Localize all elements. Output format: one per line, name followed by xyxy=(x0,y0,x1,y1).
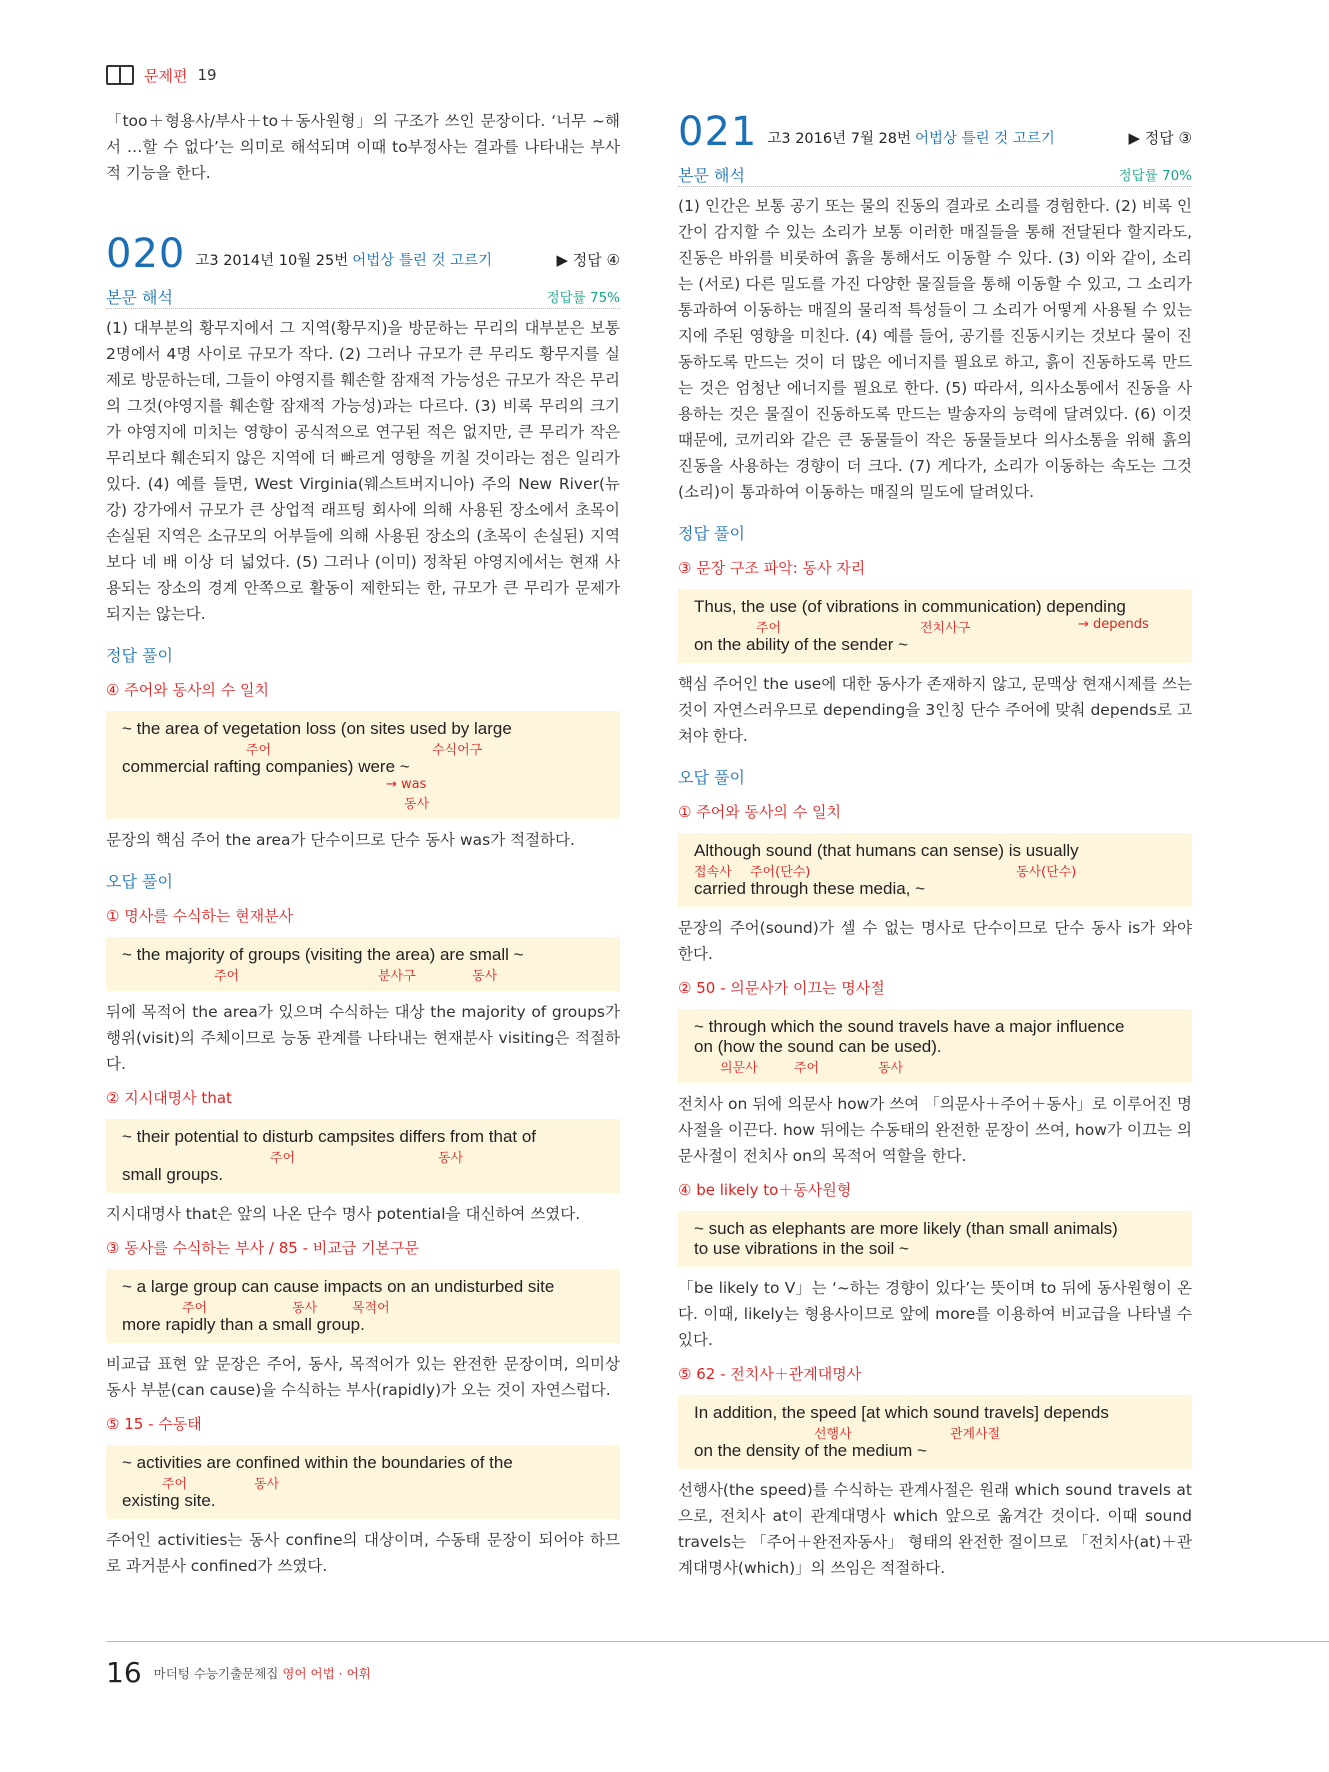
intro-text: 「too＋형용사/부사＋to＋동사원형」의 구조가 쓰인 문장이다. ‘너무 ~해서 …할 수 없다’는 의미로 해석되며 이때 to부정사는 결과를 나타내는 부사적 기능을 한다. xyxy=(106,112,620,182)
example-box: ~ through which the sound travels have a major influence on (how the sound can be used). 의문사 주어 동사 xyxy=(678,1009,1192,1083)
example-box: ~ a large group can cause impacts on an undisturbed site 주어 동사 목적어 more rapidly than a small group. xyxy=(106,1269,620,1343)
correct-rate: 정답률 75% xyxy=(546,290,620,306)
option-5-title: ⑤ 15 - 수동태 xyxy=(106,1415,202,1433)
answer-label: ▶ 정답 ④ xyxy=(556,251,620,269)
explanation: 주어인 activities는 동사 confine의 대상이며, 수동태 문장이 되어야 하므로 과거분사 confined가 쓰였다. xyxy=(106,1531,620,1575)
book-title: 마더텅 수능기출문제집 영어 어법 · 어휘 xyxy=(153,1665,371,1681)
explanation: 지시대명사 that은 앞의 나온 단수 명사 potential을 대신하여 쓰였다. xyxy=(106,1205,581,1223)
translation-header: 본문 해석 정답률 75% xyxy=(106,284,620,309)
option-1-title: ① 명사를 수식하는 현재분사 xyxy=(106,907,294,925)
book-icon xyxy=(106,65,134,85)
example-box: Thus, the use (of vibrations in communication) depending 주어 전치사구 → depends on the ability of the sender ~ xyxy=(678,589,1192,663)
page-header xyxy=(106,62,217,88)
option-2-title: ② 지시대명사 that xyxy=(106,1089,232,1107)
example-box: ~ the majority of groups (visiting the area) are small ~ 주어 분사구 동사 xyxy=(106,937,620,991)
page-number: 16 xyxy=(106,1656,142,1689)
option-3-title: ③ 동사를 수식하는 부사 / 85 - 비교급 기본구문 xyxy=(106,1239,419,1257)
option-4-title: ④ be likely to＋동사원형 xyxy=(678,1181,852,1199)
solution-title: 정답 풀이 xyxy=(106,646,173,665)
footer-divider xyxy=(106,1641,1329,1642)
question-meta: 고3 2016년 7월 28번 어법상 틀린 것 고르기 xyxy=(767,131,1055,147)
answer-label: ▶ 정답 ③ xyxy=(1128,129,1192,147)
explanation: 핵심 주어인 the use에 대한 동사가 존재하지 않고, 문맥상 현재시제를 쓰는 것이 자연스러우므로 depending을 3인칭 단수 주어에 맞춰 depends로 고쳐야 한다. xyxy=(678,675,1192,745)
question-number: 020 xyxy=(106,231,186,277)
correct-rate: 정답률 70% xyxy=(1118,168,1192,184)
option-1-title: ① 주어와 동사의 수 일치 xyxy=(678,803,841,821)
example-box: ~ the area of vegetation loss (on sites used by large 주어 수식어구 commercial rafting companies) were ~ → was 동사 xyxy=(106,711,620,819)
page-footer xyxy=(106,1656,371,1689)
translation-text: (1) 인간은 보통 공기 또는 물의 진동의 결과로 소리를 경험한다. (2) 비록 인간이 감지할 수 있는 소리가 보통 이러한 매질들을 통해 전달된다 할지라도, 진동은 바위를 비롯하여 흙을 통해서도 이동할 수 있다. (3) 이와 같이, 소리는 (서로) 다른 밀도를 가진 다양한 물질들을 통해 이동할 수 있고, 그 소리가 통과하여 이동하는 매질의 물리적 특성들이 그 소리가 어떻게 사용될 수 있는지에 주된 영향을 미친다. (4) 예를 들어, 공기를 진동시키는 것보다 물이 진동하도록 만드는 것이 더 많은 에너지를 필요로 하고, 흙이 진동하도록 만드는 것은 엄청난 에너지를 필요로 한다. (5) 따라서, 의사소통에서 진동을 사용하는 것은 물질이 진동하도록 만드는 발송자의 능력에 달려있다. (6) 이것 때문에, 코끼리와 같은 큰 동물들이 작은 동물들보다 의사소통을 위해 흙의 진동을 사용하는 경향이 더 크다. (7) 게다가, 소리가 이동하는 속도는 그것(소리)이 통과하여 이동하는 매질의 밀도에 달려있다. xyxy=(678,197,1192,501)
question-meta: 고3 2014년 10월 25번 어법상 틀린 것 고르기 xyxy=(195,253,493,269)
header-section: 문제편 xyxy=(144,66,188,85)
example-box: ~ activities are confined within the boundaries of the 주어 동사 existing site. xyxy=(106,1445,620,1519)
question-021 xyxy=(678,106,1192,1581)
explanation: 문장의 주어(sound)가 셀 수 없는 명사로 단수이므로 단수 동사 is가 와야 한다. xyxy=(678,919,1192,963)
explanation: 전치사 on 뒤에 의문사 how가 쓰여 「의문사＋주어＋동사」로 이루어진 명사절을 이끈다. how 뒤에는 수동태의 완전한 문장이 쓰여, how가 이끄는 의문사절이 전치사 on의 목적어 역할을 한다. xyxy=(678,1095,1192,1165)
question-020 xyxy=(106,228,620,1579)
explanation: 선행사(the speed)를 수식하는 관계사절은 원래 which sound travels at으로, 전치사 at이 관계대명사 which 앞으로 옮겨간 것이다. 이때 sound travels는 「주어＋완전자동사」 형태의 완전한 절이므로 「전치사(at)＋관계대명사(which)」의 쓰임은 적절하다. xyxy=(678,1481,1192,1577)
option-2-title: ② 50 - 의문사가 이끄는 명사절 xyxy=(678,979,885,997)
question-number: 021 xyxy=(678,109,758,155)
header-page-ref: 19 xyxy=(197,66,217,84)
explanation: 「be likely to V」는 ‘~하는 경향이 있다’는 뜻이며 to 뒤에 동사원형이 온다. 이때, likely는 형용사이므로 앞에 more를 이용하여 비교급을 나타낼 수 있다. xyxy=(678,1279,1192,1349)
explanation: 문장의 핵심 주어 the area가 단수이므로 단수 동사 was가 적절하다. xyxy=(106,831,575,849)
translation-text: (1) 대부분의 황무지에서 그 지역(황무지)을 방문하는 무리의 대부분은 보통 2명에서 4명 사이로 규모가 작다. (2) 그러나 규모가 큰 무리도 황무지를 실제로 방문하는데, 그들이 야영지를 훼손할 잠재적 가능성은 규모가 작은 무리의 그것(야영지를 훼손할 잠재적 가능성)과는 다르다. (3) 비록 무리의 크기가 야영지에 미치는 영향이 공식적으로 연구된 적은 없지만, 큰 무리가 작은 무리보다 훼손되지 않은 지역에 더 빠르게 영향을 끼칠 것이라는 점은 일리가 있다. (4) 예를 들면, West Virginia(웨스트버지니아) 주의 New River(뉴강) 강가에서 규모가 큰 상업적 래프팅 회사에 의해 사용된 장소에서 초목이 손실된 지역은 소규모의 어부들에 의해 사용된 장소의 (초목이 손실된) 지역보다 네 배 이상 더 넓었다. (5) 그러나 (이미) 정착된 야영지에서는 현재 사용되는 장소의 경계 안쪽으로 활동이 제한되는 한, 규모가 큰 무리가 문제가 되지는 않는다. xyxy=(106,319,620,623)
explanation: 비교급 표현 앞 문장은 주어, 동사, 목적어가 있는 완전한 문장이며, 의미상 동사 부분(can cause)을 수식하는 부사(rapidly)가 오는 것이 자연스럽다. xyxy=(106,1355,620,1399)
option-3-title: ③ 문장 구조 파악: 동사 자리 xyxy=(678,559,866,577)
example-box: ~ their potential to disturb campsites differs from that of 주어 동사 small groups. xyxy=(106,1119,620,1193)
option-5-title: ⑤ 62 - 전치사＋관계대명사 xyxy=(678,1365,862,1383)
solution-title: 정답 풀이 xyxy=(678,524,745,543)
wrong-title: 오답 풀이 xyxy=(106,872,173,891)
example-box: Although sound (that humans can sense) is usually 접속사 주어(단수) 동사(단수) carried through these media, ~ xyxy=(678,833,1192,907)
example-box: ~ such as elephants are more likely (than small animals) to use vibrations in the soil ~ xyxy=(678,1211,1192,1267)
translation-header: 본문 해석 정답률 70% xyxy=(678,162,1192,187)
option-4-title: ④ 주어와 동사의 수 일치 xyxy=(106,681,269,699)
explanation: 뒤에 목적어 the area가 있으며 수식하는 대상 the majority of groups가 행위(visit)의 주체이므로 능동 관계를 나타내는 현재분사 visiting은 적절하다. xyxy=(106,1003,620,1073)
wrong-title: 오답 풀이 xyxy=(678,768,745,787)
example-box: In addition, the speed [at which sound travels] depends 선행사 관계사절 on the density of the medium ~ xyxy=(678,1395,1192,1469)
